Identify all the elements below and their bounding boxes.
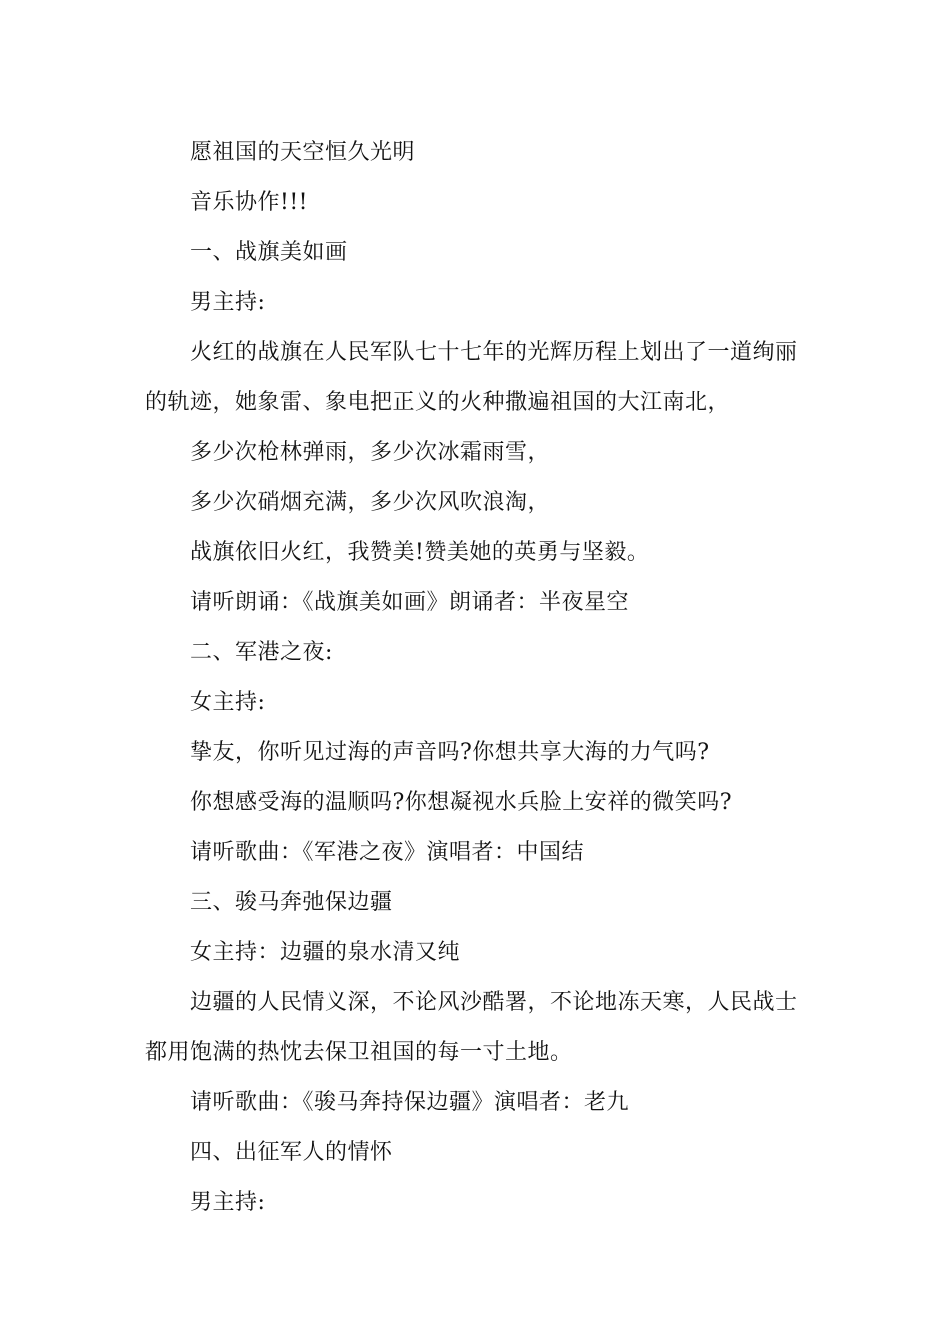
paragraph: 女主持：边疆的泉水清又纯 bbox=[190, 940, 461, 965]
section-heading: 二、军港之夜: bbox=[190, 640, 333, 665]
paragraph: 多少次枪林弹雨，多少次冰霜雨雪， bbox=[190, 440, 551, 465]
paragraph: 请听歌曲：《军港之夜》演唱者：中国结 bbox=[190, 840, 585, 865]
paragraph: 请听歌曲：《骏马奔持保边疆》演唱者：老九 bbox=[190, 1090, 630, 1115]
section-heading: 三、骏马奔弛保边疆 bbox=[190, 890, 393, 915]
paragraph: 战旗依旧火红，我赞美!赞美她的英勇与坚毅。 bbox=[190, 540, 650, 565]
speaker-label: 女主持: bbox=[190, 690, 266, 715]
section-heading: 四、出征军人的情怀 bbox=[190, 1140, 393, 1165]
paragraph: 边疆的人民情义深，不论风沙酷署，不论地冻天寒，人民战士都用饱满的热忱去保卫祖国的每一寸土地。 bbox=[145, 990, 798, 1065]
paragraph: 请听朗诵：《战旗美如画》朗诵者：半夜星空 bbox=[190, 590, 630, 615]
section-heading: 一、战旗美如画 bbox=[190, 240, 348, 265]
paragraph: 火红的战旗在人民军队七十七年的光辉历程上划出了一道绚丽的轨迹，她象雷、象电把正义的火种撒遍祖国的大江南北， bbox=[145, 340, 798, 415]
speaker-label: 男主持: bbox=[190, 290, 266, 315]
document-body bbox=[145, 128, 815, 1228]
paragraph: 挚友，你听见过海的声音吗?你想共享大海的力气吗? bbox=[190, 740, 710, 765]
speaker-label: 男主持: bbox=[190, 1190, 266, 1215]
paragraph: 你想感受海的温顺吗?你想凝视水兵脸上安祥的微笑吗? bbox=[190, 790, 733, 815]
paragraph: 愿祖国的天空恒久光明 bbox=[190, 140, 416, 165]
paragraph: 多少次硝烟充满，多少次风吹浪淘， bbox=[190, 490, 551, 515]
paragraph: 音乐协作!!! bbox=[190, 190, 309, 215]
